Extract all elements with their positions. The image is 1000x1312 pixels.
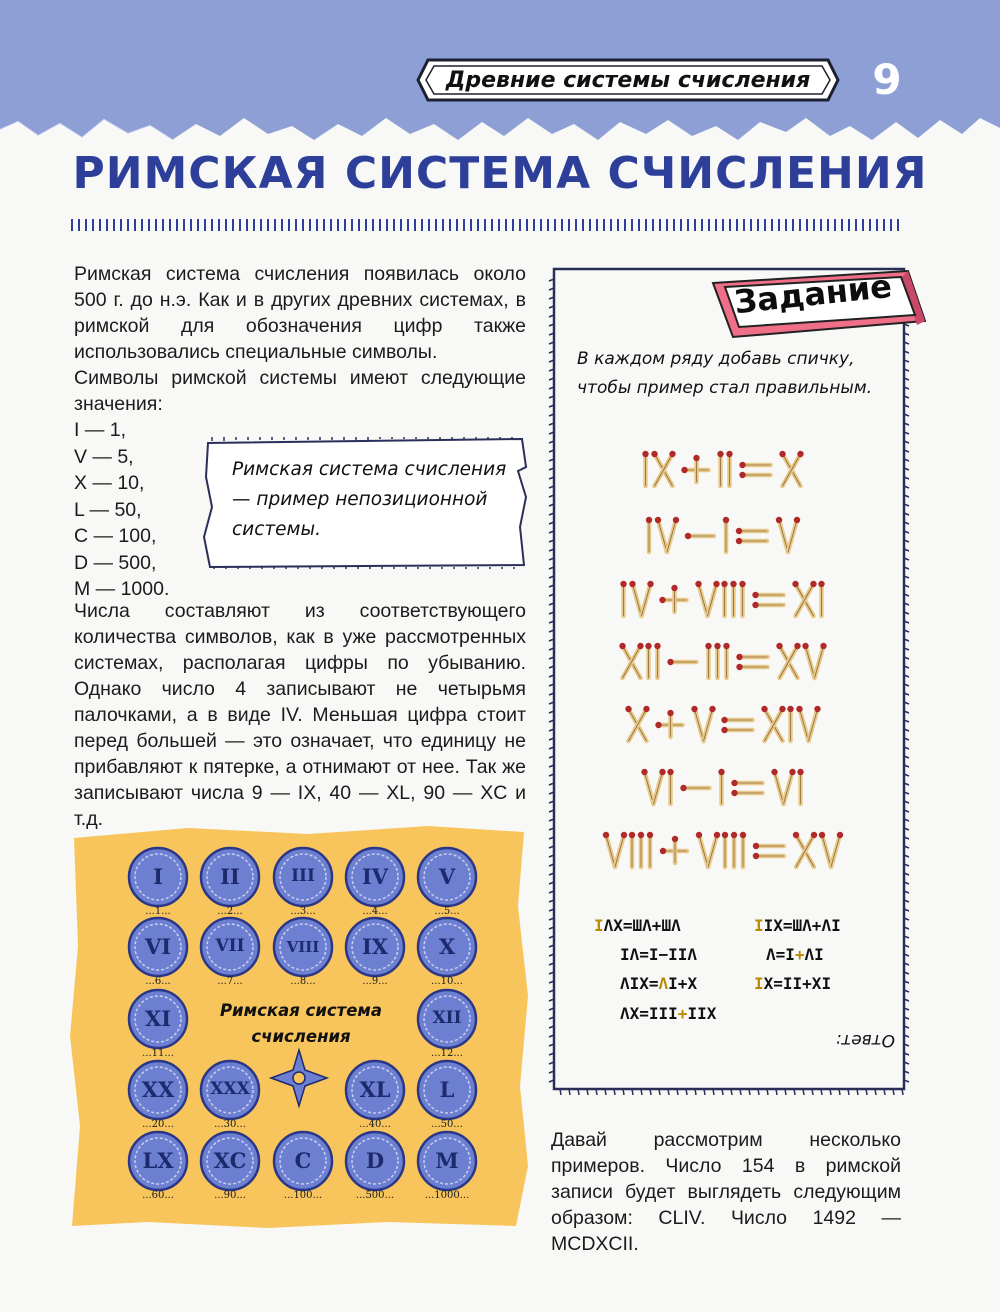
medal-label: ...2... xyxy=(217,906,243,917)
medal-numeral: C xyxy=(294,1147,312,1173)
medal-label: ...1... xyxy=(145,906,171,917)
answers-label: Ответ: xyxy=(835,1030,895,1050)
medal-label: ...40... xyxy=(359,1119,391,1130)
medal-label: ...4... xyxy=(362,906,388,917)
medal-numeral: XL xyxy=(359,1076,391,1102)
medal-numeral: XC xyxy=(213,1147,247,1173)
medal-numeral: LX xyxy=(142,1147,174,1173)
medal-label: ...100... xyxy=(283,1190,323,1201)
medal-label: ...1000... xyxy=(424,1190,470,1201)
value-item: D — 500, xyxy=(74,551,157,574)
medal-numeral: V xyxy=(438,863,456,889)
medal-label: ...30... xyxy=(214,1119,246,1130)
matchstick-equation xyxy=(560,703,898,747)
task-banner-label: Задание xyxy=(732,266,894,322)
medal-numeral: III xyxy=(291,866,315,887)
matchstick-equation xyxy=(560,640,898,684)
medal-numeral: D xyxy=(365,1147,385,1173)
matchstick-equation xyxy=(560,448,898,492)
value-item: V — 5, xyxy=(74,445,134,468)
value-item: I — 1, xyxy=(74,419,127,441)
medal-label: ...6... xyxy=(145,976,171,987)
medal-label: ...11... xyxy=(142,1048,174,1059)
answer-item: ΛIX=ΛI+X xyxy=(620,974,698,993)
medal-label: ...8... xyxy=(290,976,316,987)
medal-numeral: I xyxy=(153,863,163,889)
medal-label: ...5... xyxy=(434,906,460,917)
answer-item: IΛX=ШΛ+ШΛ xyxy=(594,916,681,935)
medal-numeral: VI xyxy=(144,933,172,959)
medal-numeral: X xyxy=(438,933,456,959)
value-item: C — 100, xyxy=(74,525,157,547)
explanation-paragraph: Числа составляют из соответствующего количества символов, как в уже рассмотренных системах, располагая цифры по убыванию. Однако число 4 записывают не четырьмя палочками, а в виде IV. Меньшая цифра стоит перед большей — это означает, что единицу не прибавляют к пятерке, а отнимают от нее. Так же записывают числа 9 — IX, 40 — XL, 90 — XC и т.д. xyxy=(74,600,526,830)
values-intro: Символы римской системы имеют следующие значения: xyxy=(74,367,526,415)
numeral-panel-title: Римская система счисления xyxy=(219,1001,383,1046)
matchstick-equation xyxy=(560,829,898,873)
answer-item: IX=II+XI xyxy=(754,974,832,993)
medal-label: ...50... xyxy=(431,1119,463,1130)
medal-numeral: IX xyxy=(361,933,389,959)
medal-label: ...3... xyxy=(290,906,316,917)
medal-numeral: XX xyxy=(141,1076,175,1102)
answer-item: IIX=ШΛ+ΛI xyxy=(754,916,841,935)
medal-numeral: II xyxy=(220,863,240,889)
examples-paragraph: Давай рассмотрим несколько примеров. Число 154 в римской записи будет выглядеть следующим образом: CLIV. Число 1492 — MCDXCII. xyxy=(551,1129,901,1255)
medal-label: ...20... xyxy=(142,1119,174,1130)
medal-label: ...90... xyxy=(214,1190,246,1201)
matchstick-equation xyxy=(560,514,898,558)
value-item: L — 50, xyxy=(74,498,142,521)
medal-label: ...12... xyxy=(431,1048,463,1059)
medal-numeral: VIII xyxy=(286,937,320,956)
task-instructions: В каждом ряду добавь спичку, чтобы пример стал правильным. xyxy=(577,349,873,398)
medal-label: ...7... xyxy=(217,976,243,987)
medal-numeral: VII xyxy=(215,936,245,957)
medal-numeral: L xyxy=(439,1076,455,1102)
section-title: Древние системы счисления xyxy=(445,67,811,93)
value-item: M — 1000. xyxy=(74,578,170,600)
answer-item: ΛX=III+IIX xyxy=(620,1004,717,1023)
medal-label: ...500... xyxy=(355,1190,395,1201)
value-item: X — 10, xyxy=(74,472,145,494)
page-number: 9 xyxy=(872,55,902,104)
medal-numeral: XI xyxy=(144,1005,172,1031)
intro-paragraph: Римская система счисления появилась около 500 г. до н.э. Как и в других древних системах, в римской для обозначения цифр также использовались специальные символы. xyxy=(74,263,526,363)
medal-label: ...9... xyxy=(362,976,388,987)
medal-label: ...60... xyxy=(142,1190,174,1201)
title-divider xyxy=(70,217,902,233)
note-text: Римская система счисления — пример непозиционной системы. xyxy=(232,459,507,540)
medal-numeral: M xyxy=(435,1147,459,1173)
medal-numeral: XXX xyxy=(210,1079,250,1100)
medal-numeral: IV xyxy=(361,863,389,889)
answer-item: Λ=I+ΛI xyxy=(766,945,824,964)
medal-numeral: XII xyxy=(432,1008,462,1029)
matchstick-equation xyxy=(560,766,898,810)
page-title: РИМСКАЯ СИСТЕМА СЧИСЛЕНИЯ xyxy=(72,148,928,199)
matchstick-equation xyxy=(560,578,898,622)
answer-item: IΛ=I−IIΛ xyxy=(620,945,698,964)
medal-label: ...10... xyxy=(431,976,463,987)
